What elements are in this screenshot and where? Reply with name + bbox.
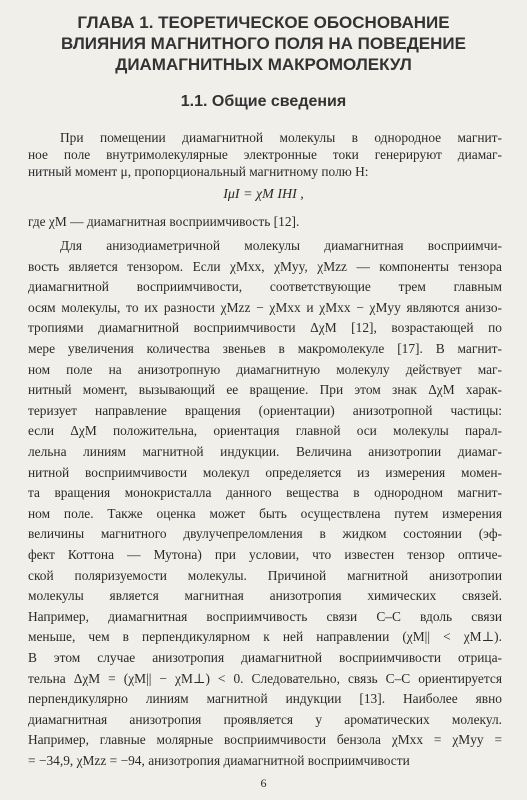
formula: IμI = χM IHI , (223, 187, 304, 202)
body-line: нитный момент μ, пропорциональный магнитному полю H: (28, 164, 369, 179)
body-line: меньше, чем в перпендикулярном к ней направлении (χM|| < χM⊥). (28, 629, 502, 645)
body-line: = −34,9, χMzz = −94, анизотропия диамагнитной восприимчивости (28, 753, 410, 768)
page-number: 6 (260, 776, 267, 790)
chapter-title (22, 12, 505, 75)
body-line: осям молекулы, то их разности χMzz − χMxx и χMxx − χMyy являются анизо- (28, 299, 502, 315)
section-title: 1.1. Общие сведения (180, 93, 347, 110)
chapter-title-line: ДИАМАГНИТНЫХ МАКРОМОЛЕКУЛ (115, 55, 412, 74)
body-line: тельна ΔχM = (χM|| − χM⊥) < 0. Следовательно, связь С–С ориентируется (28, 670, 502, 686)
body-line: нитной восприимчивости молекул определяется из измерения момен- (28, 464, 502, 480)
body-line: молекулы является магнитная анизотропия химических связей. (28, 588, 502, 604)
body-line: ном поле на анизотропную диамагнитную молекулу действует маг- (28, 361, 502, 377)
body-line: ное поле внутримолекулярные электронные токи генерируют диамаг- (28, 147, 502, 162)
chapter-title-line: ГЛАВА 1. ТЕОРЕТИЧЕСКОЕ ОБОСНОВАНИЕ (77, 13, 450, 32)
body-line: диамагнитная анизотропия проявляется у ароматических молекул. (28, 711, 502, 727)
body-line: ном поле. Также оценка может быть осуществлена путем измерения (28, 505, 502, 521)
body-line: При помещении диамагнитной молекулы в однородное магнит- (60, 130, 502, 145)
body-line: Например, главные молярные восприимчивости бензола χMxx = χMyy = (28, 732, 502, 748)
body-line: величины магнитного двулучепреломления в жидком состоянии (эф- (28, 526, 502, 542)
body-line: диамагнитной восприимчивости, соответствующие трем главным (28, 279, 502, 295)
body-line: та вращения монокристалла данного вещества в однородном магнит- (28, 485, 502, 501)
body-line: ской поляризуемости молекулы. Причиной магнитной анизотропии (28, 567, 502, 583)
chapter-title-line: ВЛИЯНИЯ МАГНИТНОГО ПОЛЯ НА ПОВЕДЕНИЕ (61, 34, 466, 53)
body-line: теризует направление вращения (ориентации) анизотропной частицы: (28, 402, 502, 418)
body-line: перпендикулярно линиям магнитной индукции [13]. Наиболее явно (28, 691, 502, 707)
body-line: нитный момент, вызывающий ее вращение. При этом знак ΔχM харак- (28, 382, 502, 398)
body-line: В этом случае анизотропия диамагнитной восприимчивости отрица- (28, 650, 502, 665)
body-line: Для анизодиаметричной молекулы диамагнитная восприимчи- (60, 238, 502, 253)
body-line: вость является тензором. Если χMxx, χMyy, χMzz — компоненты тензора (28, 258, 502, 274)
body-line: где χM — диамагнитная восприимчивость [12]. (28, 214, 300, 229)
body-line: тропиями диамагнитной восприимчивости ΔχM [12], возрастающей по (28, 320, 502, 336)
body-line: фект Коттона — Мутона) при условии, что известен тензор оптиче- (28, 547, 502, 562)
body-line: Например, диамагнитная восприимчивость связи С–С вдоль связи (28, 608, 502, 624)
body-line: лельна линиям магнитной индукции. Величина анизотропии диамаг- (28, 444, 502, 459)
body-line: мере увеличения количества звеньев в макромолекуле [17]. В магнит- (28, 341, 502, 356)
body-line: если ΔχM положительна, ориентация главной оси молекулы парал- (28, 423, 502, 439)
